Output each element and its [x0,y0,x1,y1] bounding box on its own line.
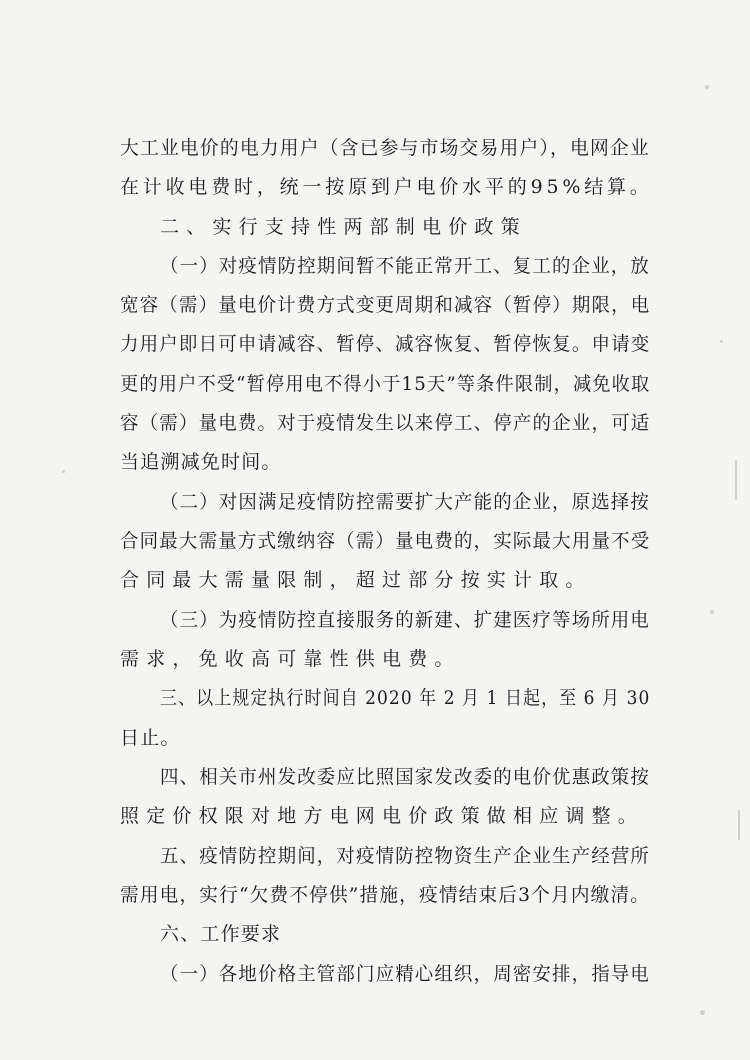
text-line: 日止。 [120,727,181,749]
section-heading: 六、工作要求 [160,923,282,945]
scan-edge-mark [735,460,737,500]
text-line: 容（需）量电费。对于疫情发生以来停工、停产的企业，可适 [120,412,651,434]
text-line: （三）为疫情防控直接服务的新建、扩建医疗等场所用电 [160,609,651,631]
scan-speck [700,1010,705,1015]
text-line: 宽容（需）量电价计费方式变更周期和减容（暂停）期限，电 [120,294,651,316]
text-line: 力用户即日可申请减容、暂停、减容恢复、暂停恢复。申请变 [120,333,651,355]
section-heading: 三、以上规定执行时间自 2020 年 2 月 1 日起，至 6 月 30 [160,687,651,709]
text-line: 当追溯减免时间。 [120,451,282,473]
text-line: 合同最大需量方式缴纳容（需）量电费的，实际最大用量不受 [120,530,651,552]
scan-speck [720,340,723,343]
text-line: 照定价权限对地方电网电价政策做相应调整。 [120,805,645,827]
text-line: 合同最大需量限制，超过部分按实计取。 [120,569,592,591]
section-heading: 二、实行支持性两部制电价政策 [160,216,527,238]
text-line: 更的用户不受“暂停用电不得小于15天”等条件限制，减免收取 [120,373,651,395]
scan-speck [62,470,65,473]
text-line: 需用电，实行“欠费不停供”措施，疫情结束后3个月内缴清。 [120,884,651,906]
text-line: （二）对因满足疫情防控需要扩大产能的企业，原选择按 [160,491,651,513]
text-line: 在计收电费时，统一按原到户电价水平的95%结算。 [120,176,653,198]
scan-speck [710,610,714,614]
text-line: （一）对疫情防控期间暂不能正常开工、复工的企业，放 [160,255,651,277]
section-heading: 五、疫情防控期间，对疫情防控物资生产企业生产经营所 [160,845,651,867]
scan-edge-mark [738,810,740,840]
text-line: 大工业电价的电力用户（含已参与市场交易用户），电网企业 [120,137,650,159]
section-heading: 四、相关市州发改委应比照国家发改委的电价优惠政策按 [160,766,651,788]
text-line: （一）各地价格主管部门应精心组织，周密安排，指导电 [160,963,651,985]
scan-speck [705,85,709,89]
text-line: 需求，免收高可靠性供电费。 [120,648,461,670]
